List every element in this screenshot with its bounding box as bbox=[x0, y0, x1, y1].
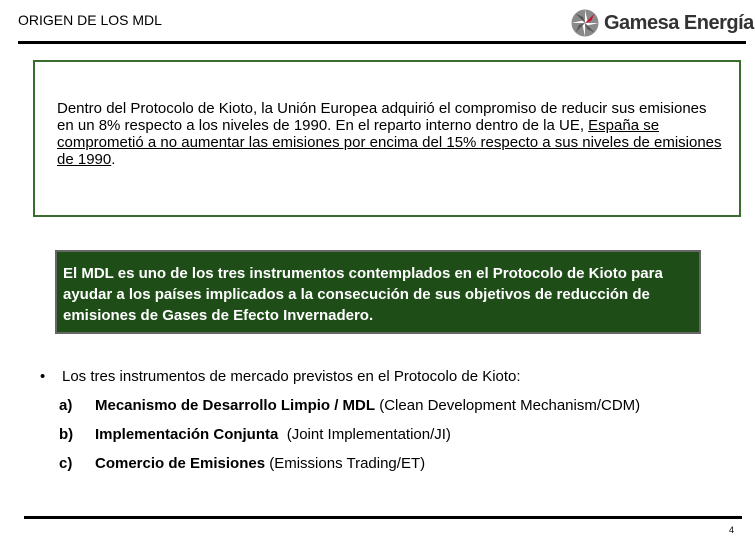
instrument-item-a bbox=[59, 397, 640, 414]
item-english: (Emissions Trading/ET) bbox=[265, 455, 426, 472]
bullet-marker: • bbox=[40, 368, 46, 385]
company-logo bbox=[570, 7, 754, 39]
item-name: Comercio de Emisiones bbox=[95, 455, 266, 472]
page-number: 4 bbox=[729, 525, 735, 535]
logo-text: Gamesa Energía bbox=[604, 11, 754, 34]
item-english: (Clean Development Mechanism/CDM) bbox=[375, 397, 641, 414]
bullet-text: Los tres instrumentos de mercado previstos en el Protocolo de Kioto: bbox=[62, 368, 521, 385]
intro-text-underlined: España se comprometió a no aumentar las emisiones por encima del 15% respecto a sus niveles de emisiones de 1990 bbox=[57, 117, 722, 168]
slide-title: ORIGEN DE LOS MDL bbox=[18, 12, 162, 28]
mdl-highlight-box bbox=[55, 250, 701, 334]
mdl-highlight-text: El MDL es uno de los tres instrumentos contemplados en el Protocolo de Kioto para ayudar a los países implicados a la consecución de sus objetivos de reducción de emisiones de Gases de Efecto Invernadero. bbox=[63, 265, 663, 324]
instrument-item-c bbox=[59, 455, 425, 472]
instrument-item-b bbox=[59, 426, 451, 443]
footer-divider bbox=[24, 516, 742, 519]
intro-paragraph bbox=[57, 100, 725, 168]
item-letter: c) bbox=[59, 455, 73, 472]
gamesa-logo-icon bbox=[570, 8, 600, 38]
item-letter: a) bbox=[59, 397, 73, 414]
item-name: Mecanismo de Desarrollo Limpio / MDL bbox=[95, 397, 376, 414]
bullet-item bbox=[40, 368, 521, 385]
intro-text-main: Dentro del Protocolo de Kioto, la Unión Europea adquirió el compromiso de reducir sus emisiones en un 8% respecto a los niveles de 1990. En el reparto interno dentro de la UE, bbox=[57, 100, 707, 134]
header-divider bbox=[18, 41, 746, 44]
item-english: (Joint Implementation/JI) bbox=[278, 426, 451, 443]
intro-text-end: . bbox=[111, 151, 116, 168]
intro-box bbox=[33, 60, 741, 217]
item-name: Implementación Conjunta bbox=[95, 426, 279, 443]
item-letter: b) bbox=[59, 426, 74, 443]
